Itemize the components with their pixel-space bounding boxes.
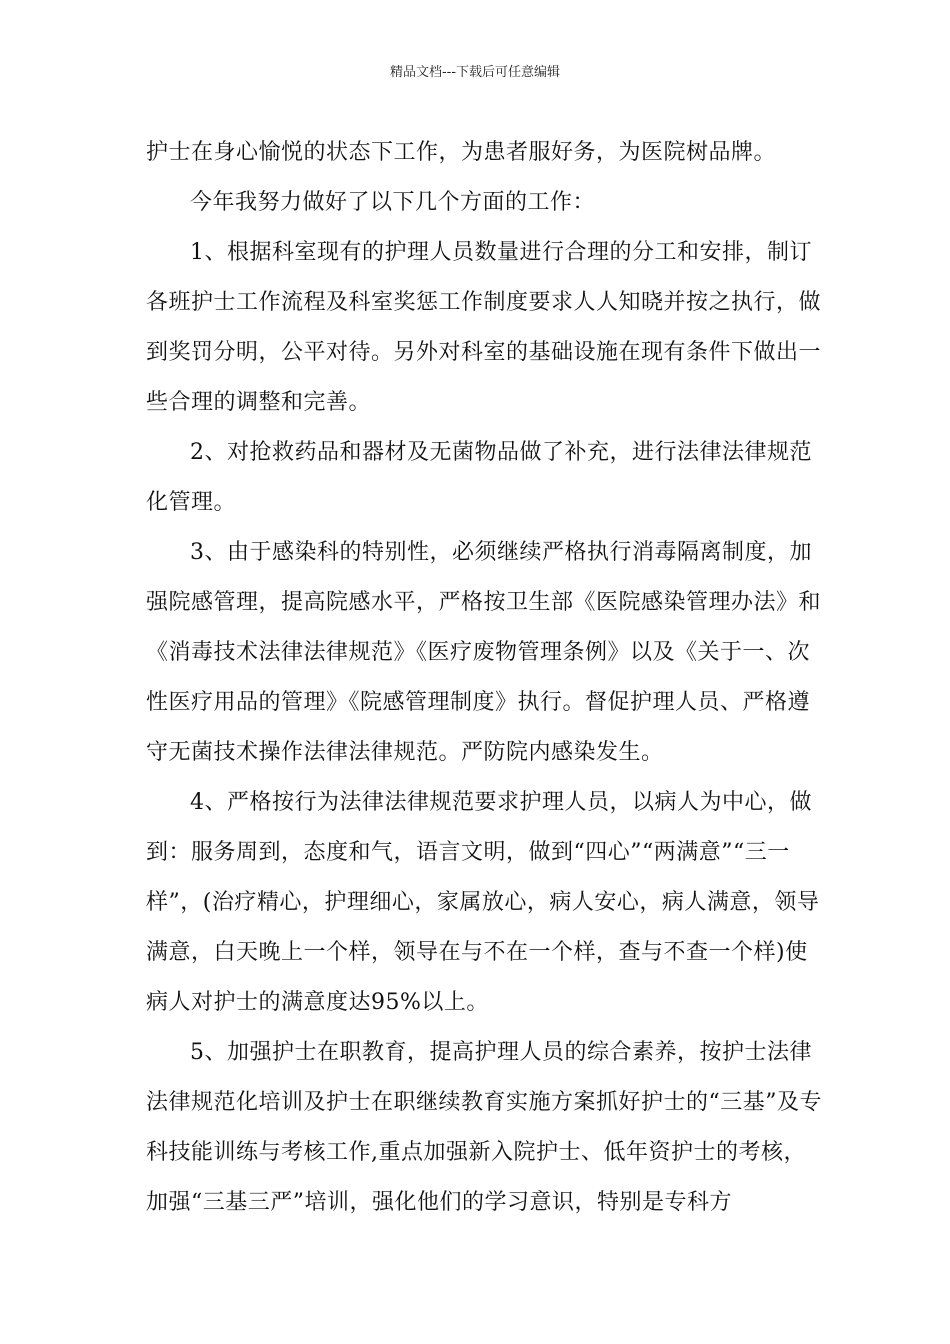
paragraph-item-3: 3、由于感染科的特别性，必须继续严格执行消毒隔离制度，加强院感管理，提高院感水平，严格按卫生部《医院感染管理办法》和《消毒技术法律法律规范》《医疗废物管理条例》以及《关于一、次性医疗用品的管理》《院感管理制度》执行。督促护理人员、严格遵守无菌技术操作法律法律规范。严防院内感染发生。 <box>146 540 822 765</box>
paragraph-intro-continuation: 护士在身心愉悦的状态下工作，为患者服好务，为医院树品牌。 <box>146 140 777 165</box>
paragraph-item-4: 4、严格按行为法律法律规范要求护理人员，以病人为中心，做到：服务周到，态度和气，语言文明，做到“四心”“两满意”“三一样”，(治疗精心，护理细心，家属放心，病人安心，病人满意，领导满意，白天晚上一个样，领导在与不在一个样，查与不查一个样)使病人对护士的满意度达95%以上。 <box>146 790 820 1015</box>
paragraph-item-5: 5、加强护士在职教育，提高护理人员的综合素养，按护士法律法律规范化培训及护士在职继续教育实施方案抓好护士的“三基”及专科技能训练与考核工作,重点加强新入院护士、低年资护士的考核，加强“三基三严”培训，强化他们的学习意识，特别是专科方 <box>146 1040 822 1215</box>
paragraph-item-1: 1、根据科室现有的护理人员数量进行合理的分工和安排，制订各班护士工作流程及科室奖惩工作制度要求人人知晓并按之执行，做到奖罚分明，公平对待。另外对科室的基础设施在现有条件下做出一些合理的调整和完善。 <box>146 240 822 415</box>
paragraph-item-2: 2、对抢救药品和器材及无菌物品做了补充，进行法律法律规范化管理。 <box>146 440 812 515</box>
document-body <box>146 128 826 1228</box>
page-header: 精品文档---下载后可任意编辑 <box>389 65 561 80</box>
paragraph-work-summary-lead: 今年我努力做好了以下几个方面的工作： <box>190 190 596 215</box>
